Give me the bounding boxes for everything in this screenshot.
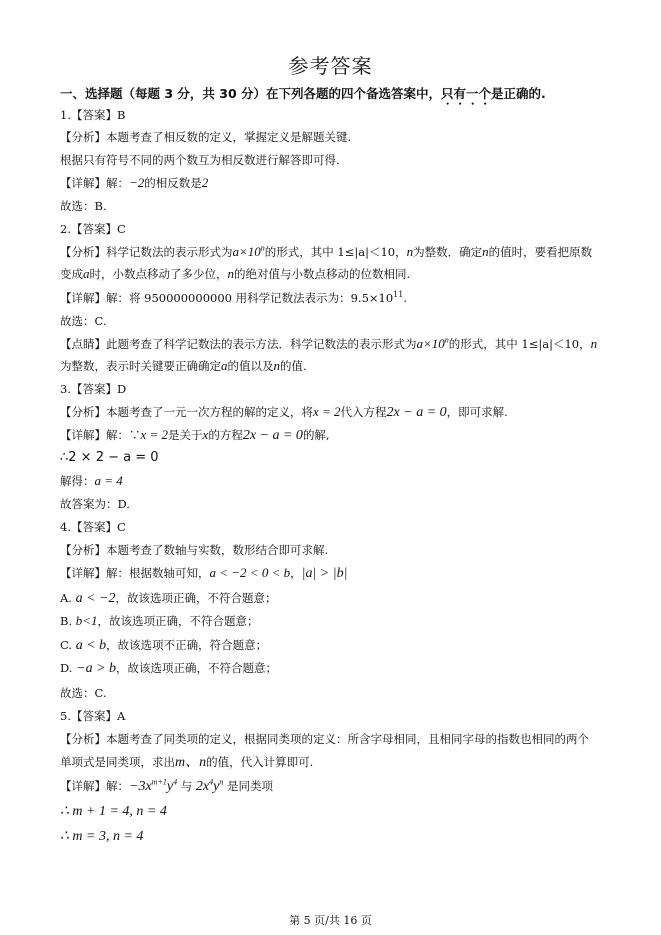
q3-choice: 故答案为：D. (60, 497, 130, 511)
q4-option-b-text: ，故该选项正确，不符合题意； (97, 614, 259, 628)
section-heading-pre: 一、选择题（每题 3 分，共 30 分）在下列各题的四个备选答案中， (60, 86, 442, 101)
q4-option-a-text: ，故该选项正确，不符合题意； (115, 591, 277, 605)
q1-detail-pre: 【详解】解： (60, 176, 129, 190)
q2-analysis-text-c: 为整数．确定 (413, 245, 483, 259)
q4-option-b-math: b<1 (75, 613, 98, 628)
q2-note2-text-b: 的值以及 (227, 359, 274, 373)
q4-option-d-text: ，故该选项正确，不符合题意； (116, 661, 278, 675)
q5-analysis-2 (60, 754, 630, 771)
q2-note (60, 336, 630, 352)
q5-detail-mid: 与 (177, 779, 196, 793)
q5-term-2-base: 2x (195, 779, 210, 794)
q1-detail-math-2: 2 (201, 175, 209, 190)
q2-analysis2-text-c: 的绝对值与小数点移动的位数相同. (234, 267, 411, 281)
q2-analysis2-text-a: 变成 (60, 267, 83, 281)
q2-analysis-2 (60, 266, 630, 282)
q5-term-2 (196, 779, 223, 794)
q3-detail-var-x: x (202, 427, 209, 442)
q4-detail (60, 565, 630, 582)
q3-analysis (60, 404, 630, 421)
q5-answer: 5.【答案】A (60, 709, 126, 723)
q2-note2-text-c: 的值. (280, 359, 307, 373)
q4-option-d-math: −a > b (76, 661, 117, 676)
q2-detail-value: 9.5×10 (350, 291, 394, 305)
q2-detail-text-a: 【详解】解：将 950000000000 用科学记数法表示为： (60, 291, 351, 305)
q1-analysis-2: 根据只有符号不同的两个数互为相反数进行解答即可得. (60, 153, 340, 167)
q3-solve-text: 解得： (60, 474, 95, 488)
q4-answer: 4.【答案】C (60, 520, 126, 534)
q4-detail-text: 【详解】解：根据数轴可知， (60, 566, 210, 580)
q4-option-d-label: D. (60, 661, 77, 675)
q2-detail-exponent: 11 (393, 290, 404, 300)
q5-detail (60, 778, 630, 795)
q3-solve-value: a = 4 (94, 473, 123, 488)
q1-answer: 1.【答案】B (60, 108, 126, 122)
q5-term-2-exp-1: 4 (209, 777, 214, 787)
q3-detail-text-c: 的方程 (208, 428, 243, 442)
q5-analysis2-vars: m、n (175, 755, 207, 770)
q1-choice: 故选：B. (60, 199, 107, 213)
q2-detail (60, 290, 630, 306)
q3-detail-equation: 2x − a = 0 (242, 428, 303, 443)
q5-analysis: 【分析】本题考查了同类项的定义，根据同类项的定义：所含字母相同，且相同字母的指数也相同的两个 (60, 732, 589, 746)
q2-answer: 2.【答案】C (60, 222, 126, 236)
q2-analysis-text-d: 的值时，要看把原数 (488, 245, 593, 259)
q5-term-1-exp-2: 4 (173, 777, 178, 787)
q4-option-a-label: A. (60, 591, 76, 605)
q2-note-2 (60, 358, 630, 374)
q3-detail-x-value: x = 2 (140, 427, 169, 442)
q2-note2-var-a: a (221, 358, 228, 373)
q2-detail-text-c: . (403, 291, 408, 305)
q3-analysis-text-c: ，即可求解. (446, 405, 508, 419)
q3-answer: 3.【答案】D (60, 382, 127, 396)
q5-analysis2-text-a: 单项式是同类项，求出 (60, 755, 175, 769)
q2-var-a: a (83, 266, 90, 281)
q2-analysis-text-a: 【分析】科学记数法的表示形式为 (60, 245, 233, 259)
q1-detail (60, 175, 630, 191)
q4-choice: 故选：C. (60, 686, 107, 700)
q4-option-c (60, 637, 630, 654)
q2-var-n-2: n (482, 244, 489, 259)
section-heading-post: 是正确的. (491, 86, 546, 101)
q3-analysis-text-b: 代入方程 (340, 405, 387, 419)
q2-var-n-3: n (227, 266, 234, 281)
q4-option-d (60, 660, 630, 677)
q2-analysis-text-b: 的形式，其中 1≤|a|＜10， (264, 245, 407, 259)
q2-note2-var-n: n (273, 358, 280, 373)
q5-term-2-exp-2: n (219, 777, 224, 787)
q4-detail-separator: ， (290, 566, 302, 580)
section-heading (60, 84, 620, 108)
q3-analysis-text-a: 【分析】本题考查了一元一次方程的解的定义，将 (60, 405, 313, 419)
q5-detail-text-a: 【详解】解： (60, 779, 129, 793)
q2-sci-notation: $a\times 10^n$ (232, 243, 265, 259)
q2-analysis (60, 244, 630, 260)
q1-analysis: 【分析】本题考查了相反数的定义，掌握定义是解题关键. (60, 130, 352, 144)
q3-solve (60, 473, 630, 489)
q2-note-text-b: 的形式，其中 1≤|a|＜10， (448, 337, 591, 351)
q2-note-text-a: 【点睛】此题考查了科学记数法的表示方法．科学记数法的表示形式为 (60, 337, 417, 351)
q5-term-1-base: −3x (129, 779, 152, 794)
q4-option-c-math: a < b (75, 638, 107, 653)
q3-analysis-x-value: x = 2 (313, 404, 341, 419)
q5-term-1-y: y (166, 779, 174, 794)
page-title: 参考答案 (288, 54, 373, 78)
q3-analysis-equation: 2x − a = 0 (386, 405, 447, 420)
q5-analysis2-text-b: 的值，代入计算即可. (206, 755, 314, 769)
q4-option-c-text: ，故该选项不正确，符合题意； (106, 638, 268, 652)
page-footer: 第 5 页/共 16 页 (289, 914, 372, 927)
q1-detail-math-1: −2 (129, 175, 145, 190)
q4-option-a (60, 590, 630, 607)
q1-detail-mid: 的相反数是 (144, 176, 202, 190)
q2-choice: 故选：C. (60, 314, 107, 328)
q2-note-sci-notation: $a\times 10^n$ (416, 335, 449, 351)
q4-option-b (60, 613, 630, 629)
q2-note2-text-a: 为整数，表示时关键要正确确定 (60, 359, 221, 373)
q2-var-n: n (406, 244, 414, 259)
q3-detail-text-d: 的解, (302, 428, 330, 442)
q3-detail-text-a: 【详解】解：∵ (60, 428, 141, 442)
q2-note-var-n: n (590, 336, 598, 351)
q4-analysis: 【分析】本题考查了数轴与实数，数形结合即可求解. (60, 543, 329, 557)
q3-step: ∴2 × 2 − a = 0 (60, 450, 159, 465)
q3-detail (60, 427, 630, 444)
q4-option-c-label: C. (60, 638, 76, 652)
q4-option-b-label: B. (60, 614, 76, 628)
section-heading-emphasis: 只有一个 (441, 86, 492, 101)
q3-detail-text-b: 是关于 (168, 428, 203, 442)
q5-term-2-y: y (213, 779, 220, 794)
q5-step-2: ∴ m = 3, n = 4 (60, 829, 144, 844)
q5-step-1: ∴ m + 1 = 4, n = 4 (60, 804, 167, 819)
q4-detail-abs-inequality: |a| > |b| (301, 566, 348, 581)
q5-detail-text-b: 是同类项 (223, 779, 273, 793)
q2-analysis2-text-b: 时，小数点移动了多少位， (89, 267, 228, 281)
q5-term-1-exp-1: m+1 (151, 777, 167, 787)
q4-detail-inequality: a < −2 < 0 < b (209, 565, 291, 580)
q4-option-a-math: a < −2 (75, 591, 116, 606)
q5-term-1 (129, 779, 177, 794)
